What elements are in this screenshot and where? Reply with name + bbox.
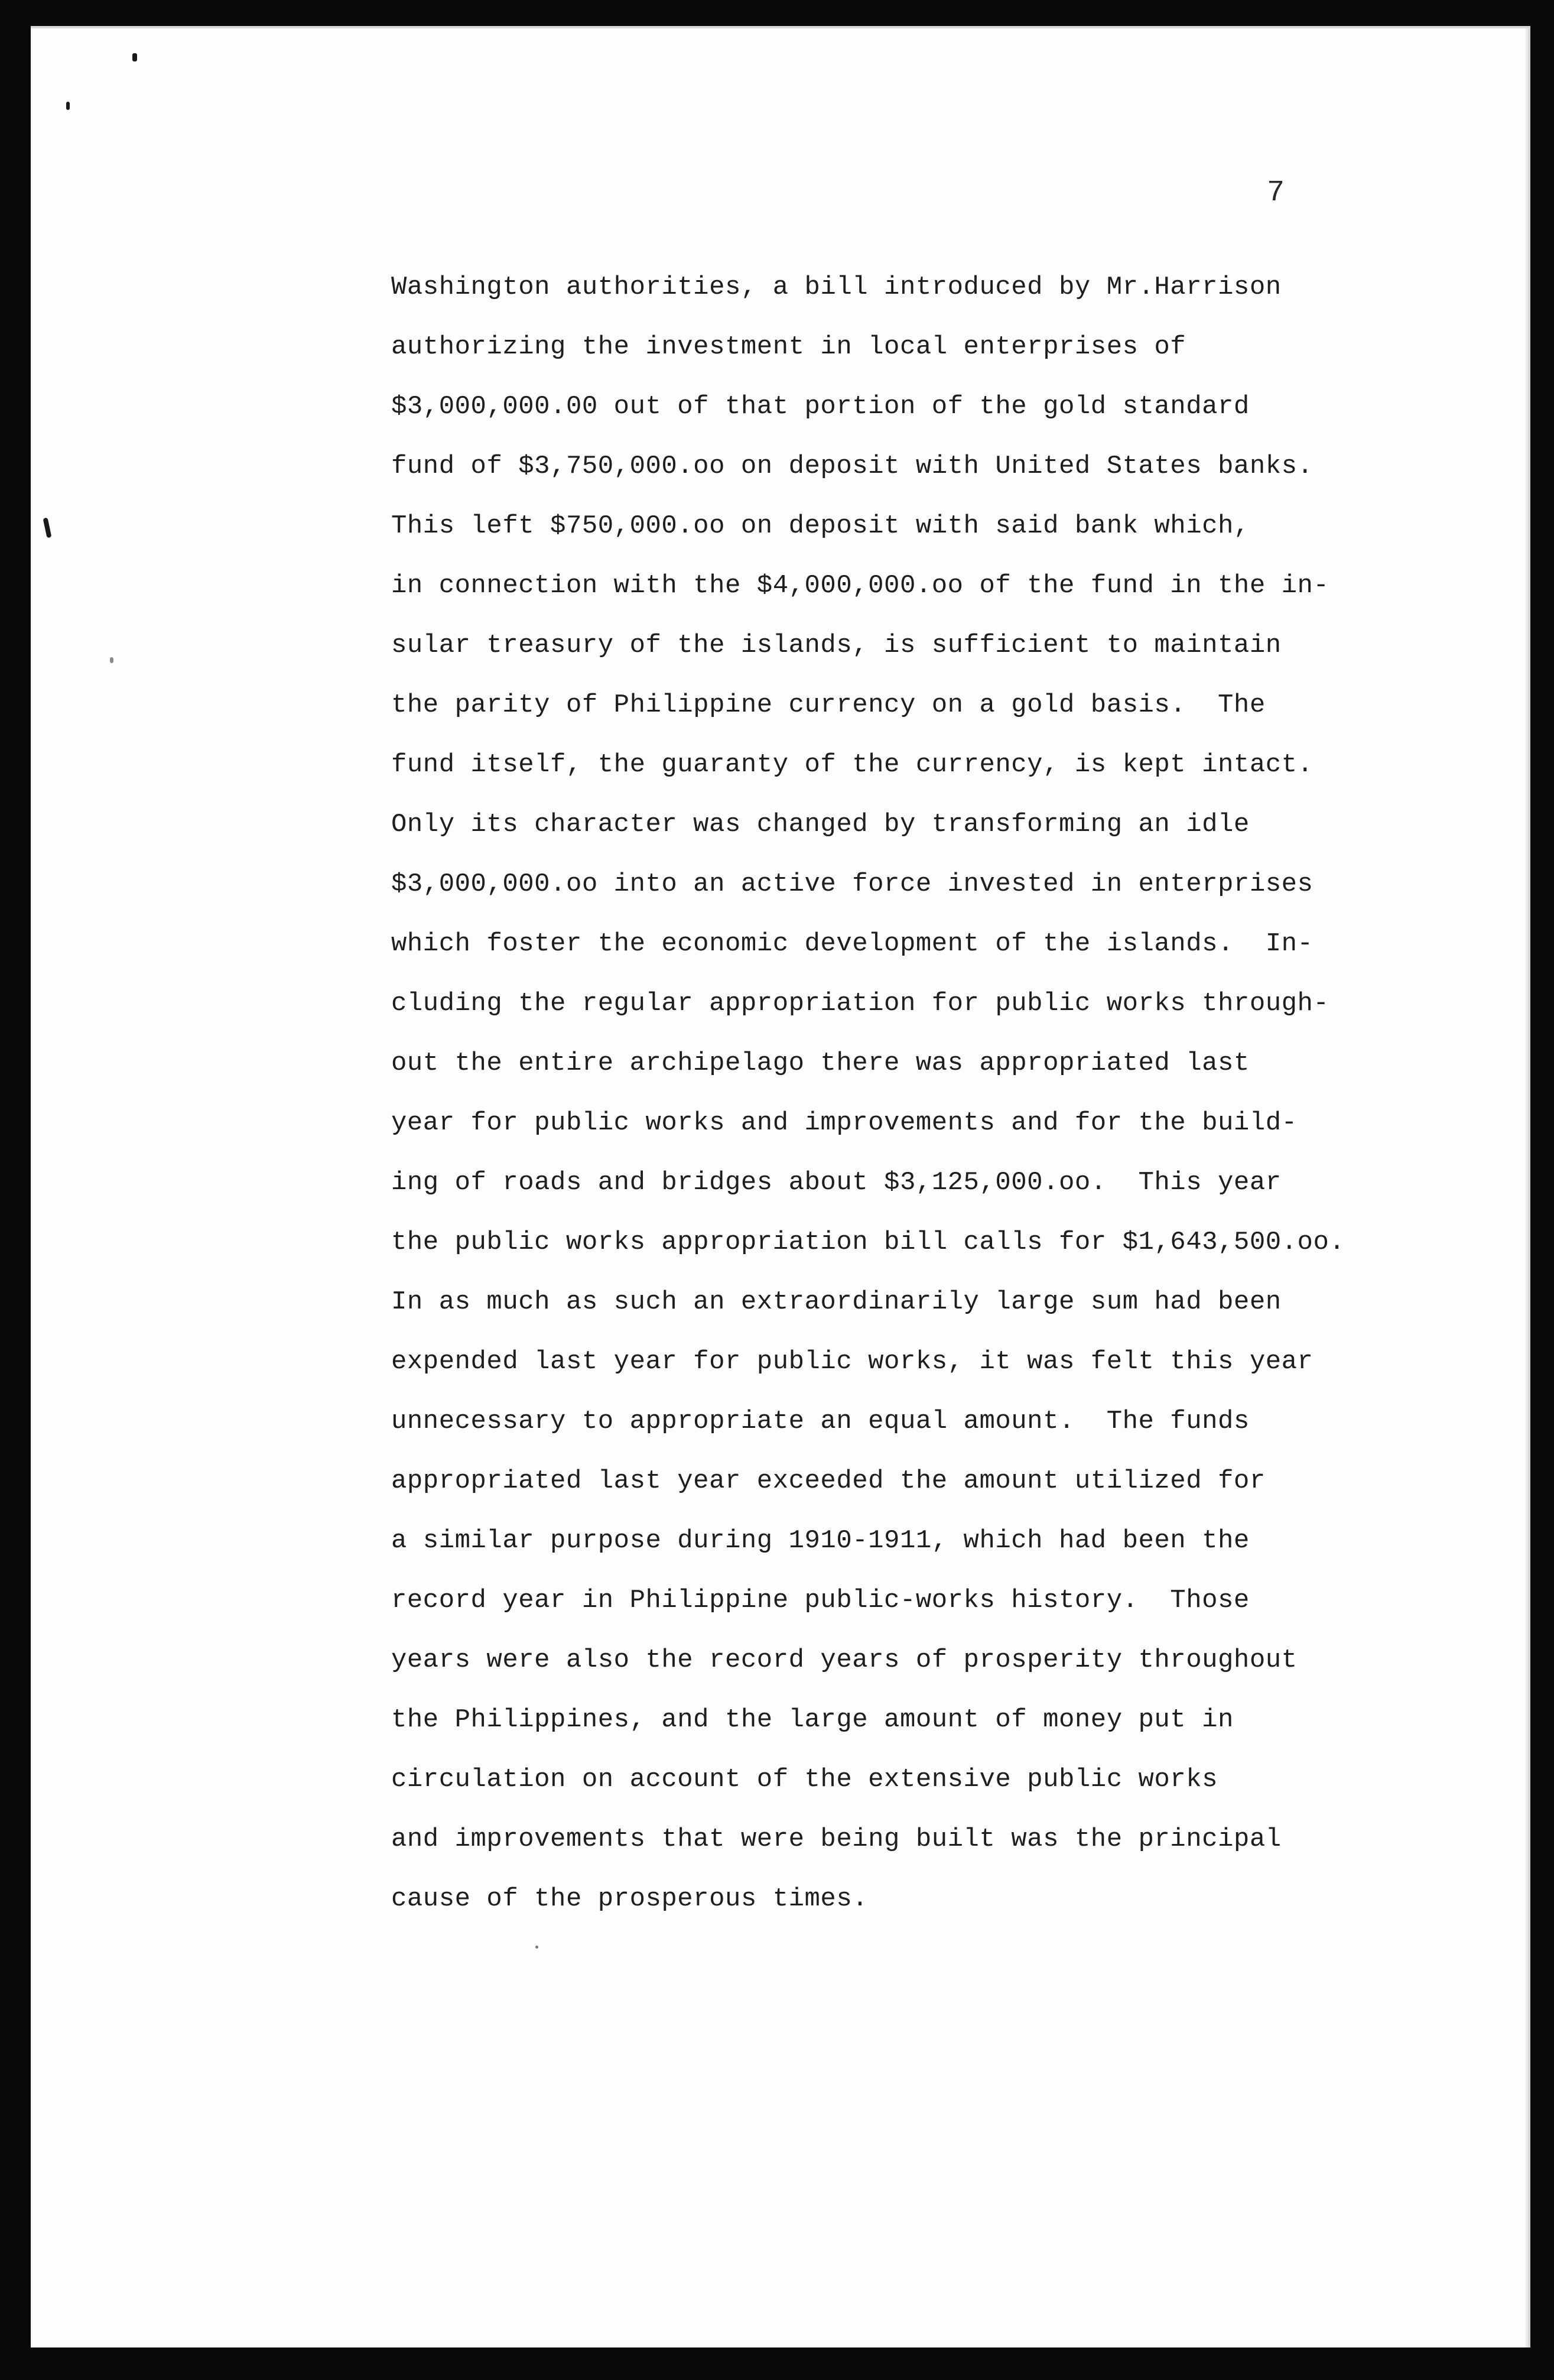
text-line: and improvements that were being built was the principal — [391, 1824, 1282, 1854]
text-line: $3,000,000.00 out of that portion of the gold standard — [391, 392, 1250, 421]
text-line: expended last year for public works, it was felt this year — [391, 1347, 1314, 1376]
text-line: the Philippines, and the large amount of money put in — [391, 1705, 1234, 1735]
text-line: the parity of Philippine currency on a gold basis. The — [391, 690, 1266, 720]
ink-speck — [132, 53, 137, 61]
ink-speck — [66, 102, 70, 110]
text-line: appropriated last year exceeded the amount utilized for — [391, 1466, 1266, 1496]
document-page — [31, 26, 1530, 2347]
page-edge-shadow — [1524, 28, 1530, 2347]
text-line: ing of roads and bridges about $3,125,000.oo. This year — [391, 1168, 1282, 1197]
text-line: In as much as such an extraordinarily large sum had been — [391, 1287, 1282, 1317]
text-line: years were also the record years of prosperity throughout — [391, 1645, 1298, 1675]
text-line: Washington authorities, a bill introduced by Mr.Harrison — [391, 272, 1282, 302]
text-line: cause of the prosperous times. — [391, 1884, 869, 1914]
text-line: record year in Philippine public-works history. Those — [391, 1586, 1250, 1615]
text-line: cluding the regular appropriation for public works through- — [391, 989, 1329, 1018]
page-number: 7 — [1267, 176, 1285, 210]
body-text — [391, 258, 1384, 1929]
text-line: year for public works and improvements and for the build- — [391, 1108, 1298, 1138]
text-line: sular treasury of the islands, is sufficient to maintain — [391, 631, 1282, 660]
text-line: Only its character was changed by transforming an idle — [391, 810, 1250, 839]
text-line: authorizing the investment in local enterprises of — [391, 332, 1186, 362]
text-line: fund itself, the guaranty of the currency, is kept intact. — [391, 750, 1314, 780]
text-line: $3,000,000.oo into an active force invested in enterprises — [391, 869, 1314, 899]
text-line: unnecessary to appropriate an equal amount. The funds — [391, 1407, 1250, 1436]
text-line: fund of $3,750,000.oo on deposit with United States banks. — [391, 452, 1314, 481]
text-line: circulation on account of the extensive public works — [391, 1765, 1218, 1794]
text-line: a similar purpose during 1910-1911, which had been the — [391, 1526, 1250, 1556]
text-line: the public works appropriation bill calls for $1,643,500.oo. — [391, 1228, 1345, 1257]
text-line: This left $750,000.oo on deposit with said bank which, — [391, 511, 1250, 541]
ink-speck — [110, 657, 113, 663]
text-line: which foster the economic development of the islands. In- — [391, 929, 1314, 959]
text-line: out the entire archipelago there was appropriated last — [391, 1048, 1250, 1078]
ink-speck — [535, 1946, 538, 1949]
text-line: in connection with the $4,000,000.oo of the fund in the in- — [391, 571, 1329, 600]
